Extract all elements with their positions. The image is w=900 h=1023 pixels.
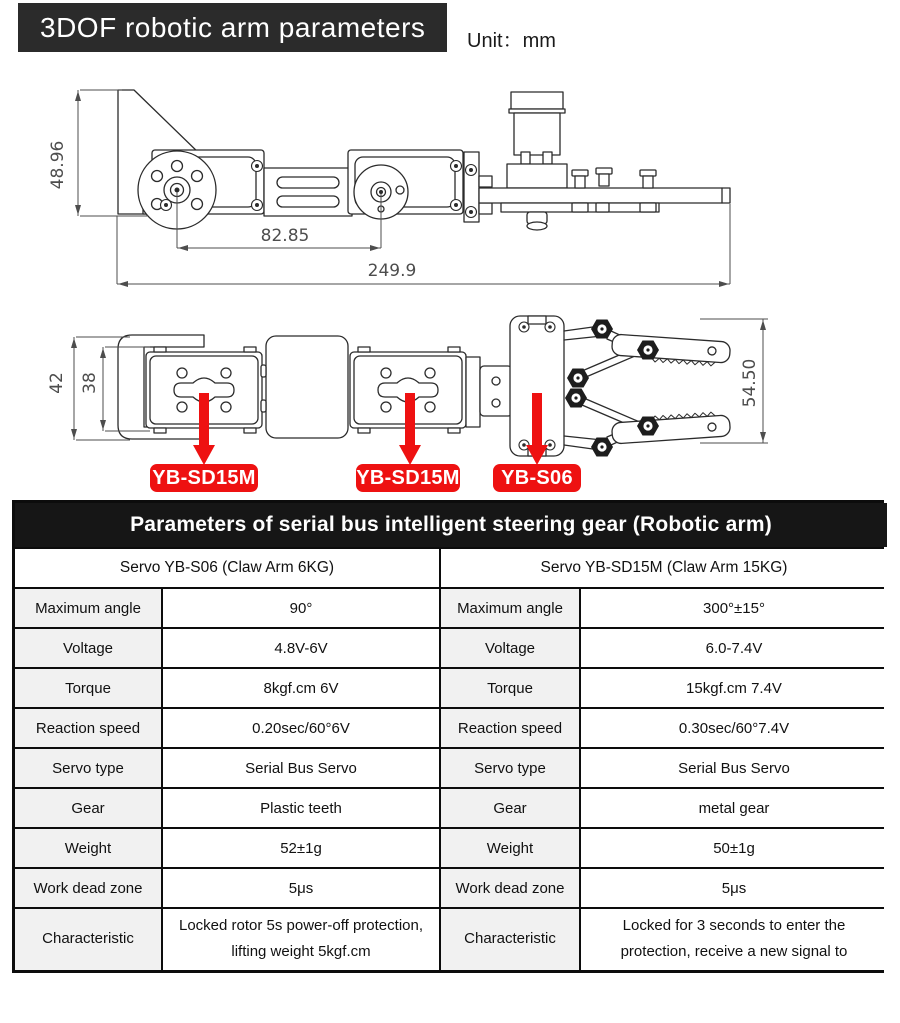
spec-value-cell: Locked rotor 5s power-off protection, lifting weight 5kgf.cm xyxy=(163,909,439,970)
servo-tag-sd15m-1: YB-SD15M xyxy=(150,464,258,492)
spec-value-cell: Plastic teeth xyxy=(163,789,439,827)
spec-label-cell: Reaction speed xyxy=(15,709,161,747)
spec-label-cell: Voltage xyxy=(15,629,161,667)
spec-value-cell: 4.8V-6V xyxy=(163,629,439,667)
spec-label-cell: Maximum angle xyxy=(441,589,579,627)
spec-value-cell: 5μs xyxy=(163,869,439,907)
spec-label-cell: Characteristic xyxy=(15,909,161,970)
spec-label-cell: Characteristic xyxy=(441,909,579,970)
spec-value-cell: Serial Bus Servo xyxy=(581,749,887,787)
spec-value-cell: 52±1g xyxy=(163,829,439,867)
page-title-badge xyxy=(18,3,447,52)
spec-label-cell: Work dead zone xyxy=(441,869,579,907)
spec-value-cell: 90° xyxy=(163,589,439,627)
spec-value-cell: 8kgf.cm 6V xyxy=(163,669,439,707)
unit-label: Unit：mm xyxy=(467,30,556,52)
spec-label-cell: Weight xyxy=(441,829,579,867)
dim-label-claw-length: 54.50 xyxy=(740,358,760,408)
spec-label-cell: Maximum angle xyxy=(15,589,161,627)
spec-value-cell: Serial Bus Servo xyxy=(163,749,439,787)
spec-label-cell: Gear xyxy=(15,789,161,827)
spec-label-cell: Servo type xyxy=(15,749,161,787)
servo-tag-sd15m-2: YB-SD15M xyxy=(356,464,460,492)
spec-value-cell: Locked for 3 seconds to enter the protection, receive a new signal to xyxy=(581,909,887,970)
spec-value-cell: 15kgf.cm 7.4V xyxy=(581,669,887,707)
arm-side-geometry xyxy=(118,90,730,230)
table-subheader-left: Servo YB-S06 (Claw Arm 6KG) xyxy=(15,549,439,587)
spec-label-cell: Voltage xyxy=(441,629,579,667)
spec-table xyxy=(12,500,884,973)
spec-label-cell: Gear xyxy=(441,789,579,827)
spec-label-cell: Reaction speed xyxy=(441,709,579,747)
spec-value-cell: metal gear xyxy=(581,789,887,827)
dim-label-servo-span: 82.85 xyxy=(260,226,310,246)
dim-label-outer-width: 42 xyxy=(47,372,67,394)
spec-value-cell: 0.20sec/60°6V xyxy=(163,709,439,747)
spec-value-cell: 6.0-7.4V xyxy=(581,629,887,667)
spec-label-cell: Torque xyxy=(441,669,579,707)
spec-label-cell: Work dead zone xyxy=(15,869,161,907)
spec-label-cell: Weight xyxy=(15,829,161,867)
dim-label-total-length: 249.9 xyxy=(367,261,417,281)
arm-top-geometry xyxy=(118,316,731,457)
table-title: Parameters of serial bus intelligent steering gear (Robotic arm) xyxy=(15,503,887,547)
dim-label-height: 48.96 xyxy=(48,140,68,190)
side-view-drawing xyxy=(0,76,900,296)
spec-value-cell: 50±1g xyxy=(581,829,887,867)
spec-label-cell: Torque xyxy=(15,669,161,707)
page-title: 3DOF robotic arm parameters xyxy=(40,11,426,43)
table-subheader-right: Servo YB-SD15M (Claw Arm 15KG) xyxy=(441,549,887,587)
dim-label-inner-width: 38 xyxy=(80,372,100,394)
spec-label-cell: Servo type xyxy=(441,749,579,787)
spec-value-cell: 300°±15° xyxy=(581,589,887,627)
spec-value-cell: 0.30sec/60°7.4V xyxy=(581,709,887,747)
servo-tag-s06: YB-S06 xyxy=(493,464,581,492)
spec-value-cell: 5μs xyxy=(581,869,887,907)
